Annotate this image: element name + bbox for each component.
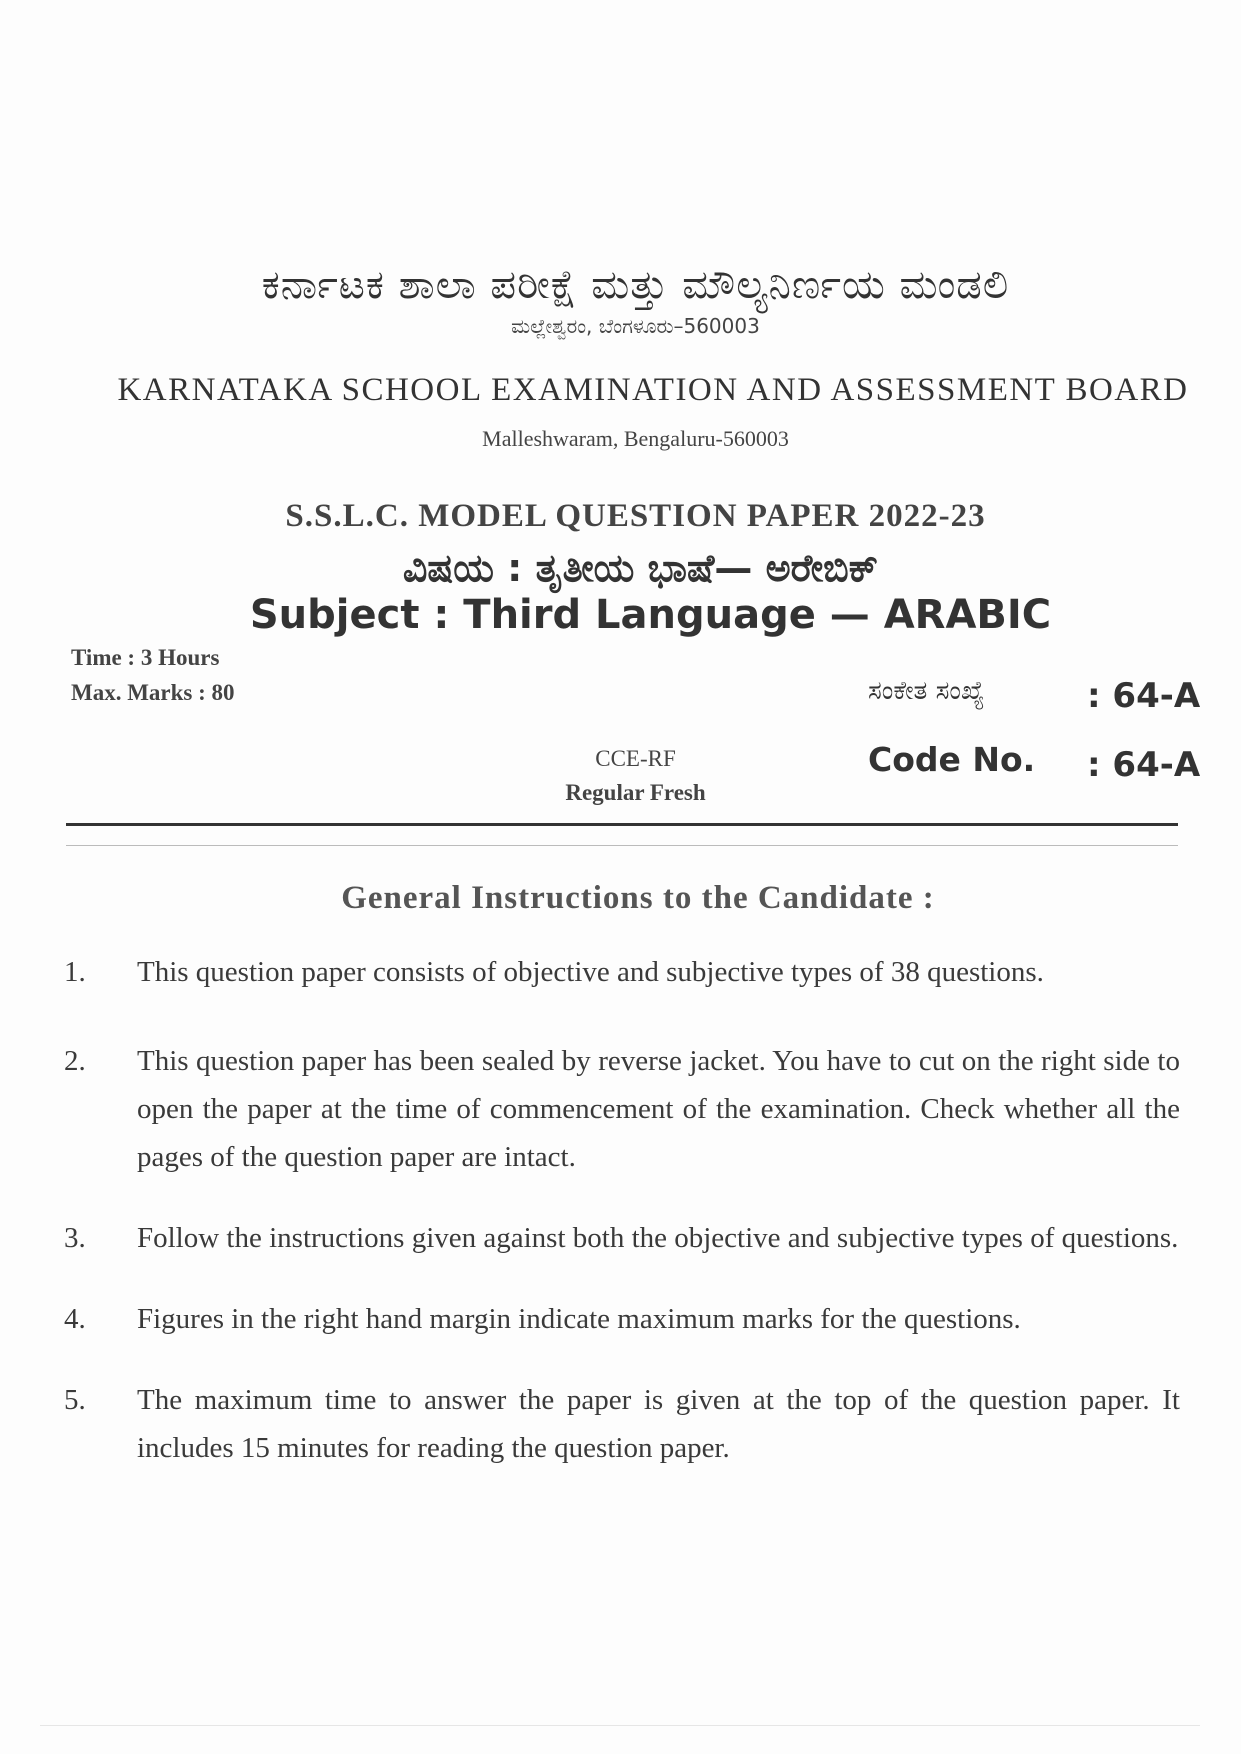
instruction-number: 1. bbox=[64, 956, 86, 988]
scheme-code: CCE-RF bbox=[595, 746, 676, 771]
instructions-heading: General Instructions to the Candidate : bbox=[341, 880, 935, 916]
instruction-text: This question paper consists of objective and subjective types of 38 questions. bbox=[137, 956, 1044, 988]
scheme-name: Regular Fresh bbox=[565, 780, 706, 805]
board-name-kannada: ಕರ್ನಾಟಕ ಶಾಲಾ ಪರೀಕ್ಷೆ ಮತ್ತು ಮೌಲ್ಯನಿರ್ಣಯ ಮಂಡಲಿ bbox=[261, 262, 1010, 308]
board-name-english: KARNATAKA SCHOOL EXAMINATION AND ASSESSMENT BOARD bbox=[117, 372, 1189, 408]
instruction-number: 4. bbox=[64, 1303, 86, 1335]
max-marks: Max. Marks : 80 bbox=[71, 680, 235, 705]
instruction-item bbox=[60, 1295, 1180, 1343]
page-bottom-edge bbox=[40, 1725, 1200, 1726]
instruction-item bbox=[60, 1376, 1180, 1472]
board-address-kannada: ಮಲ್ಲೇಶ್ವರಂ, ಬೆಂಗಳೂರು–560003 bbox=[511, 314, 760, 338]
code-value-english: : 64-A bbox=[1087, 745, 1201, 785]
instruction-text: The maximum time to answer the paper is given at the top of the question paper. It includes 15 minutes for reading the question paper. bbox=[137, 1384, 1180, 1464]
subject-english: Subject : Third Language — ARABIC bbox=[249, 592, 1052, 638]
instruction-text: Figures in the right hand margin indicate maximum marks for the questions. bbox=[137, 1303, 1021, 1335]
instruction-number: 2. bbox=[64, 1045, 86, 1077]
code-label-english: Code No. bbox=[868, 740, 1036, 779]
instruction-number: 3. bbox=[64, 1222, 86, 1254]
instruction-text: This question paper has been sealed by reverse jacket. You have to cut on the right side to open the paper at the time of commencement of the examination. Check whether all the pages of the question paper are intact. bbox=[137, 1045, 1180, 1173]
instructions-list bbox=[60, 948, 1180, 1505]
instruction-item bbox=[60, 948, 1180, 1004]
header-divider bbox=[66, 823, 1178, 826]
code-value-kannada: : 64-A bbox=[1087, 676, 1201, 716]
instruction-item bbox=[60, 1037, 1180, 1181]
paper-title: S.S.L.C. MODEL QUESTION PAPER 2022-23 bbox=[285, 498, 986, 534]
exam-duration: Time : 3 Hours bbox=[71, 645, 220, 670]
instruction-text: Follow the instructions given against both the objective and subjective types of questions. bbox=[137, 1222, 1179, 1254]
board-address-english: Malleshwaram, Bengaluru-560003 bbox=[482, 426, 789, 451]
subject-kannada: ವಿಷಯ : ತೃತೀಯ ಭಾಷೆ— ಅರೇಬಿಕ್ bbox=[402, 546, 879, 590]
header-divider-thin bbox=[66, 845, 1178, 846]
code-label-kannada: ಸಂಕೇತ ಸಂಖ್ಯೆ bbox=[868, 676, 985, 706]
instruction-item bbox=[60, 1214, 1180, 1262]
instruction-number: 5. bbox=[64, 1384, 86, 1416]
